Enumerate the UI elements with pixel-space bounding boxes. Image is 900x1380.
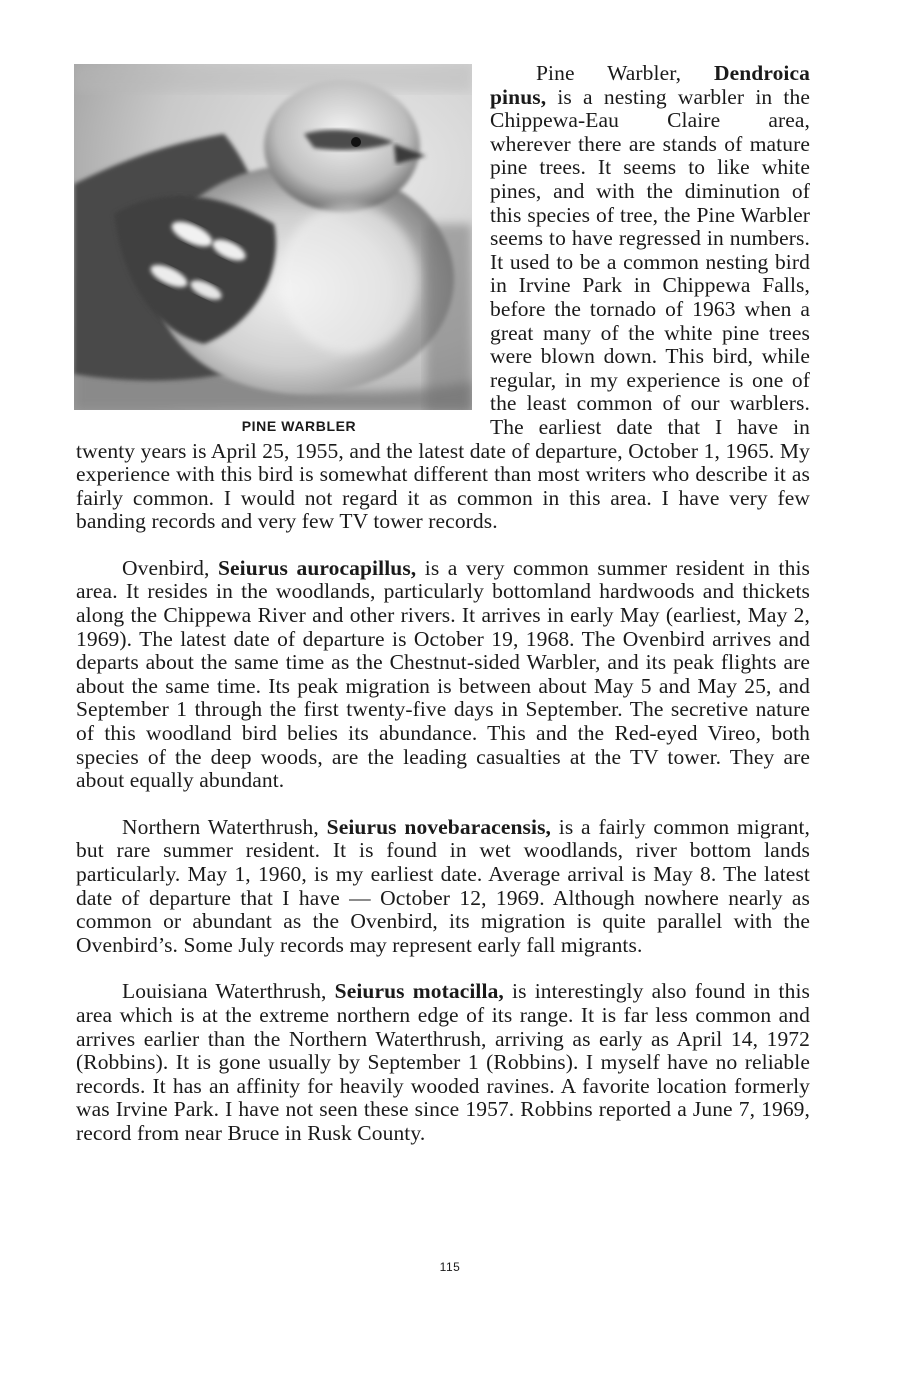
entry-text: is interestingly also found in this area which is at the extreme northern edge of its range. It is far less common and arrives earlier than the Northern Waterthrush, arriving as early as April 14, 1972 (Robbins). It is gone usually by September 1 (Robbins). I myself have no reliable records. It has an affinity for heavily wooded ravines. A favorite location formerly was Irvine Park. I have not seen these since 1957. Robbins reported a June 7, 1969, record from near Bruce in Rusk County.	[76, 979, 811, 1145]
pine-warbler-photo	[74, 64, 472, 410]
common-name: Louisiana Waterthrush,	[122, 979, 335, 1004]
figure-caption: PINE WARBLER	[241, 418, 357, 434]
common-name: Northern Waterthrush,	[122, 814, 327, 839]
scientific-name: Dendroica pinus,	[490, 61, 810, 109]
common-name: Pine Warbler,	[536, 61, 714, 85]
entry-ovenbird	[76, 557, 810, 793]
page-number: 115	[439, 1260, 461, 1274]
page-body	[76, 62, 810, 1146]
entry-pine-warbler	[76, 62, 810, 534]
scientific-name: Seiurus aurocapillus,	[217, 555, 417, 580]
scientific-name: Seiurus motacilla,	[334, 979, 504, 1004]
entry-text: is a nesting warbler in the Chippewa-Eau Claire area, wherever there are stands of mature pine trees. It seems to like white pines, and with the diminution of this species of tree, the Pine Warbler seems to have regressed in numbers. It used to be a common nesting bird in Irvine Park in Chippewa Falls, before the tornado of 1963 when a great many of the white pine trees were blown down. This bird, while regular, in my experience is one of the least common of our warblers. The earliest date that I have in twenty years is April 25, 1955, and the latest date of departure, October 1, 1965. My experience with this bird is somewhat different than most writers who describe it as fairly common. I would not regard it as common in this area. I have very few banding records and very few TV tower records.	[76, 84, 810, 534]
entry-louisiana-waterthrush	[76, 980, 810, 1145]
entry-text: is a fairly common migrant, but rare summer resident. It is found in wet woodlands, river bottom lands particularly. May 1, 1960, is my earliest date. Average arrival is May 8. The latest date of departure that I have — October 12, 1969. Although nowhere nearly as common or abundant as the Ovenbird, its migration is quite parallel with the Ovenbird’s. Some July records may represent early fall migrants.	[76, 814, 810, 957]
scientific-name: Seiurus novebaracensis,	[326, 814, 552, 839]
common-name: Ovenbird,	[122, 555, 218, 580]
entry-northern-waterthrush	[76, 816, 810, 958]
pine-warbler-figure	[74, 64, 478, 434]
entry-text: is a very common summer resident in this area. It resides in the woodlands, particularly bottomland hardwoods and thickets along the Chippewa River and other rivers. It arrives in early May (earliest, May 2, 1969). The latest date of departure is October 19, 1968. The Ovenbird arrives and departs about the same time as the Chestnut-sided Warbler, and its peak flights are about the same time. Its peak migration is between about May 5 and May 25, and September 1 through the first twenty-five days in September. The secretive nature of this woodland bird belies its abundance. This and the Red-eyed Vireo, both species of the deep woods, are the leading casualties at the TV tower. They are about equally abundant.	[76, 555, 810, 793]
